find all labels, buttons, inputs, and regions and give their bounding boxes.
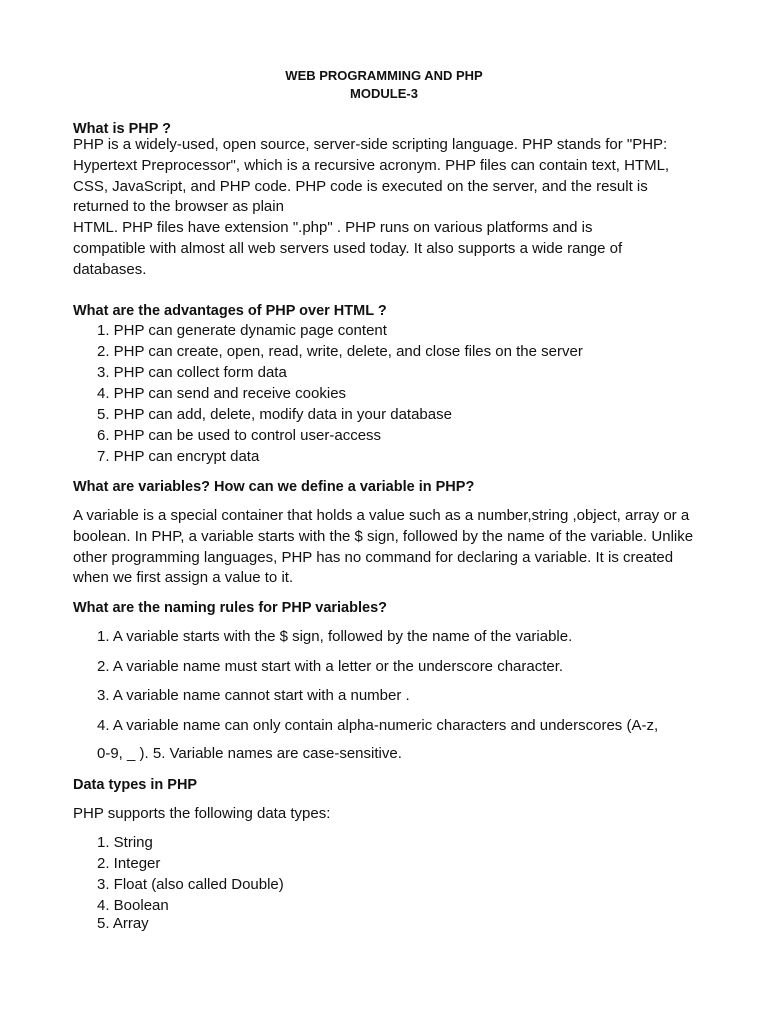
list-item: 1. A variable starts with the $ sign, followed by the name of the variable.	[97, 628, 573, 645]
list-item: 3. A variable name cannot start with a number .	[97, 687, 410, 704]
list-item: 6. PHP can be used to control user-access	[97, 427, 382, 444]
paragraph-line: when we first assign a value to it.	[73, 569, 294, 587]
section-heading-variables: What are variables? How can we define a variable in PHP?	[73, 479, 475, 495]
list-item: 3. PHP can collect form data	[97, 364, 287, 381]
list-item: 1. PHP can generate dynamic page content	[97, 322, 387, 339]
data-types-intro: PHP supports the following data types:	[73, 805, 331, 822]
list-item: 2. A variable name must start with a letter or the underscore character.	[97, 658, 564, 675]
list-item: 4. A variable name can only contain alpha-numeric characters and underscores (A-z,	[97, 717, 659, 734]
paragraph-line: databases.	[73, 260, 147, 278]
paragraph-line: boolean. In PHP, a variable starts with the $ sign, followed by the name of the variable. Unlike	[73, 527, 694, 545]
paragraph-line: PHP is a widely-used, open source, server-side scripting language. PHP stands for "PHP:	[73, 136, 668, 153]
document-subtitle: MODULE-3	[350, 86, 418, 101]
section-heading-naming-rules: What are the naming rules for PHP variables?	[73, 600, 387, 616]
list-item: 2. Integer	[97, 855, 161, 872]
list-item: 0-9, _ ). 5. Variable names are case-sensitive.	[97, 745, 402, 762]
paragraph-variables	[73, 506, 723, 589]
list-item: 7. PHP can encrypt data	[97, 448, 260, 465]
paragraph-line: CSS, JavaScript, and PHP code. PHP code is executed on the server, and the result is	[73, 177, 648, 195]
list-item: 5. Array	[97, 915, 149, 932]
paragraph-what-is-php	[73, 135, 723, 281]
list-item: 2. PHP can create, open, read, write, delete, and close files on the server	[97, 343, 583, 360]
paragraph-line: returned to the browser as plain	[73, 198, 284, 216]
section-heading-what-is-php: What is PHP ?	[73, 121, 172, 137]
list-item: 1. String	[97, 834, 153, 851]
section-heading-advantages: What are the advantages of PHP over HTML ?	[73, 303, 387, 319]
paragraph-line: A variable is a special container that holds a value such as a number,string ,object, array or a	[73, 507, 690, 524]
paragraph-line: compatible with almost all web servers used today. It also supports a wide range of	[73, 239, 623, 257]
paragraph-line: Hypertext Preprocessor", which is a recursive acronym. PHP files can contain text, HTML,	[73, 156, 670, 174]
list-item: 4. PHP can send and receive cookies	[97, 385, 347, 402]
paragraph-line: other programming languages, PHP has no command for declaring a variable. It is created	[73, 548, 674, 566]
paragraph-line: HTML. PHP files have extension ".php" . PHP runs on various platforms and is	[73, 219, 593, 237]
section-heading-data-types: Data types in PHP	[73, 777, 198, 793]
list-item: 3. Float (also called Double)	[97, 876, 284, 893]
list-item: 4. Boolean	[97, 897, 169, 914]
document-title: WEB PROGRAMMING AND PHP	[285, 68, 483, 83]
list-item: 5. PHP can add, delete, modify data in your database	[97, 406, 452, 423]
